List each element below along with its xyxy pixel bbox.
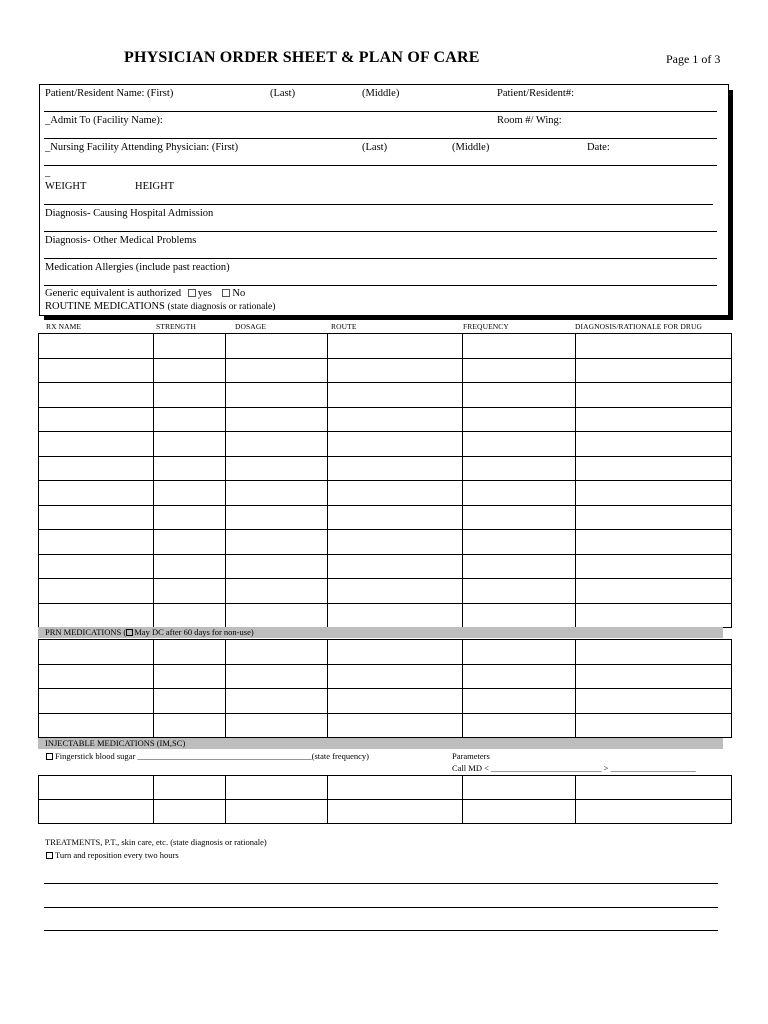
table-cell[interactable]	[154, 432, 226, 457]
table-row	[39, 505, 732, 530]
page-number: Page 1 of 3	[666, 52, 721, 66]
table-cell[interactable]	[39, 358, 154, 383]
table-cell[interactable]	[226, 407, 328, 432]
table-cell[interactable]	[463, 603, 576, 628]
prn-title-prefix: PRN MEDICATIONS (	[45, 627, 127, 637]
table-cell[interactable]	[328, 358, 463, 383]
table-row	[39, 776, 732, 800]
fingerstick-label: Fingerstick blood sugar	[55, 751, 136, 761]
table-cell[interactable]	[39, 334, 154, 359]
prn-heading	[45, 627, 254, 637]
table-cell[interactable]	[226, 383, 328, 408]
table-cell[interactable]	[154, 579, 226, 604]
table-cell[interactable]	[463, 432, 576, 457]
table-cell[interactable]	[463, 481, 576, 506]
generic-yes-checkbox[interactable]	[188, 289, 196, 297]
table-cell[interactable]	[226, 481, 328, 506]
table-cell[interactable]	[328, 407, 463, 432]
diagnosis-admission-label: Diagnosis- Causing Hospital Admission	[45, 208, 214, 219]
table-cell[interactable]	[39, 456, 154, 481]
table-cell[interactable]	[226, 530, 328, 555]
table-cell[interactable]	[154, 713, 226, 738]
table-cell[interactable]	[576, 664, 732, 689]
table-cell[interactable]	[463, 505, 576, 530]
table-row	[39, 689, 732, 714]
table-cell[interactable]	[226, 664, 328, 689]
table-cell[interactable]	[328, 800, 463, 824]
table-cell[interactable]	[576, 776, 732, 800]
table-cell[interactable]	[576, 640, 732, 665]
table-cell[interactable]	[328, 334, 463, 359]
table-cell[interactable]	[576, 603, 732, 628]
table-cell[interactable]	[39, 432, 154, 457]
allergies-line[interactable]	[44, 285, 717, 286]
room-wing-label: Room #/ Wing:	[497, 115, 562, 126]
state-frequency-label: (state frequency)	[311, 751, 369, 761]
generic-yes-label: yes	[197, 288, 212, 299]
diagnosis-admission-line[interactable]	[44, 231, 717, 232]
table-cell[interactable]	[463, 358, 576, 383]
diagnosis-other-line[interactable]	[44, 258, 717, 259]
turn-reposition-label: Turn and reposition every two hours	[55, 850, 179, 860]
table-cell[interactable]	[328, 505, 463, 530]
generic-no-checkbox[interactable]	[222, 289, 230, 297]
table-cell[interactable]	[154, 481, 226, 506]
patient-middle-name-label: (Middle)	[362, 88, 400, 99]
patient-last-name-label: (Last)	[270, 88, 296, 99]
table-cell[interactable]	[154, 407, 226, 432]
table-cell[interactable]	[226, 603, 328, 628]
table-cell[interactable]	[463, 383, 576, 408]
table-cell[interactable]	[576, 579, 732, 604]
table-cell[interactable]	[154, 689, 226, 714]
table-cell[interactable]	[328, 713, 463, 738]
table-cell[interactable]	[328, 383, 463, 408]
col-header-frequency: FREQUENCY	[463, 322, 509, 331]
treatments-title: TREATMENTS, P.T., skin care, etc. (state diagnosis or rationale)	[45, 837, 267, 847]
stray-underscore: _	[45, 167, 51, 178]
treatment-line-1[interactable]	[44, 883, 718, 884]
table-cell[interactable]	[463, 334, 576, 359]
table-cell[interactable]	[463, 579, 576, 604]
table-cell[interactable]	[328, 776, 463, 800]
table-cell[interactable]	[154, 640, 226, 665]
table-cell[interactable]	[576, 554, 732, 579]
weight-label: WEIGHT	[45, 181, 87, 192]
prn-dc-checkbox[interactable]	[126, 629, 133, 636]
height-label: HEIGHT	[135, 181, 175, 192]
table-row	[39, 530, 732, 555]
table-row	[39, 554, 732, 579]
table-cell[interactable]	[576, 689, 732, 714]
table-cell[interactable]	[154, 603, 226, 628]
table-row	[39, 713, 732, 738]
patient-first-name-label: Patient/Resident Name: (First)	[45, 88, 174, 99]
table-cell[interactable]	[154, 505, 226, 530]
routine-medications-heading	[45, 301, 275, 312]
table-cell[interactable]	[39, 530, 154, 555]
call-md-row	[452, 763, 696, 773]
table-cell[interactable]	[463, 640, 576, 665]
table-cell[interactable]	[463, 713, 576, 738]
table-cell[interactable]	[39, 603, 154, 628]
table-cell[interactable]	[226, 432, 328, 457]
turn-reposition-checkbox[interactable]	[46, 852, 53, 859]
table-cell[interactable]	[39, 689, 154, 714]
injectable-medications-table	[38, 775, 732, 824]
table-cell[interactable]	[226, 456, 328, 481]
table-cell[interactable]	[576, 383, 732, 408]
table-cell[interactable]	[463, 664, 576, 689]
prn-medications-table	[38, 639, 732, 738]
physician-line[interactable]	[44, 165, 717, 166]
table-cell[interactable]	[39, 713, 154, 738]
page-title: PHYSICIAN ORDER SHEET & PLAN OF CARE	[124, 49, 480, 66]
table-cell[interactable]	[154, 358, 226, 383]
fingerstick-row	[46, 751, 369, 761]
table-cell[interactable]	[328, 603, 463, 628]
table-cell[interactable]	[39, 407, 154, 432]
table-cell[interactable]	[463, 407, 576, 432]
admit-to-line[interactable]	[44, 138, 717, 139]
generic-equivalent-row	[45, 288, 245, 299]
table-cell[interactable]	[328, 664, 463, 689]
routine-medications-subtitle: (state diagnosis or rationale)	[167, 302, 276, 312]
table-cell[interactable]	[39, 481, 154, 506]
table-row	[39, 358, 732, 383]
routine-medications-title: ROUTINE MEDICATIONS	[45, 301, 165, 312]
turn-reposition-row	[46, 850, 179, 860]
table-cell[interactable]	[328, 456, 463, 481]
col-header-diagnosis: DIAGNOSIS/RATIONALE FOR DRUG	[575, 322, 702, 331]
date-label: Date:	[587, 142, 610, 153]
table-cell[interactable]	[154, 554, 226, 579]
table-cell[interactable]	[463, 554, 576, 579]
table-cell[interactable]	[576, 407, 732, 432]
table-cell[interactable]	[39, 383, 154, 408]
col-header-strength: STRENGTH	[156, 322, 196, 331]
table-cell[interactable]	[226, 554, 328, 579]
table-cell[interactable]	[39, 800, 154, 824]
call-md-low-blank[interactable]: __________________________	[491, 763, 602, 773]
table-cell[interactable]	[154, 383, 226, 408]
table-cell[interactable]	[576, 713, 732, 738]
table-cell[interactable]	[226, 800, 328, 824]
treatment-line-2[interactable]	[44, 907, 718, 908]
table-cell[interactable]	[226, 776, 328, 800]
weight-height-line[interactable]	[44, 204, 713, 205]
table-cell[interactable]	[576, 334, 732, 359]
table-cell[interactable]	[328, 579, 463, 604]
table-cell[interactable]	[39, 579, 154, 604]
table-cell[interactable]	[154, 664, 226, 689]
table-cell[interactable]	[328, 530, 463, 555]
table-row	[39, 456, 732, 481]
call-md-label: Call MD <	[452, 763, 489, 773]
table-row	[39, 800, 732, 824]
table-row	[39, 432, 732, 457]
table-cell[interactable]	[576, 800, 732, 824]
col-header-rx-name: RX NAME	[46, 322, 82, 331]
diagnosis-other-label: Diagnosis- Other Medical Problems	[45, 235, 197, 246]
table-row	[39, 407, 732, 432]
call-md-high-blank[interactable]: ____________________	[610, 763, 696, 773]
patient-name-line[interactable]	[44, 111, 717, 112]
allergies-label: Medication Allergies (include past reaction)	[45, 262, 230, 273]
call-md-gt: >	[603, 763, 609, 773]
table-row	[39, 603, 732, 628]
table-row	[39, 481, 732, 506]
table-cell[interactable]	[226, 713, 328, 738]
table-cell[interactable]	[463, 800, 576, 824]
table-cell[interactable]	[226, 689, 328, 714]
injectable-title: INJECTABLE MEDICATIONS (IM,SC)	[45, 738, 186, 748]
table-cell[interactable]	[463, 530, 576, 555]
table-row	[39, 383, 732, 408]
admit-to-label: _Admit To (Facility Name):	[45, 115, 163, 126]
physician-first-label: _Nursing Facility Attending Physician: (First)	[45, 142, 239, 153]
generic-no-label: No	[232, 288, 246, 299]
physician-last-label: (Last)	[362, 142, 388, 153]
fingerstick-blank[interactable]: _________________________________________	[137, 751, 312, 761]
table-cell[interactable]	[226, 358, 328, 383]
table-cell[interactable]	[154, 334, 226, 359]
table-cell[interactable]	[226, 505, 328, 530]
table-row	[39, 579, 732, 604]
table-cell[interactable]	[154, 800, 226, 824]
table-cell[interactable]	[463, 776, 576, 800]
prn-title-suffix: May DC after 60 days for non-use)	[134, 627, 254, 637]
table-cell[interactable]	[39, 640, 154, 665]
table-cell[interactable]	[226, 334, 328, 359]
table-cell[interactable]	[39, 776, 154, 800]
parameters-label: Parameters	[452, 751, 490, 761]
table-cell[interactable]	[463, 456, 576, 481]
treatment-line-3[interactable]	[44, 930, 718, 931]
col-header-dosage: DOSAGE	[235, 322, 267, 331]
table-row	[39, 640, 732, 665]
table-row	[39, 334, 732, 359]
table-cell[interactable]	[328, 554, 463, 579]
table-cell[interactable]	[154, 776, 226, 800]
table-cell[interactable]	[328, 689, 463, 714]
table-cell[interactable]	[39, 554, 154, 579]
table-cell[interactable]	[226, 640, 328, 665]
table-cell[interactable]	[576, 456, 732, 481]
generic-equivalent-label: Generic equivalent is authorized	[45, 288, 182, 299]
table-cell[interactable]	[226, 579, 328, 604]
table-cell[interactable]	[39, 664, 154, 689]
fingerstick-checkbox[interactable]	[46, 753, 53, 760]
table-cell[interactable]	[576, 358, 732, 383]
table-cell[interactable]	[328, 640, 463, 665]
table-cell[interactable]	[576, 432, 732, 457]
table-cell[interactable]	[328, 432, 463, 457]
table-cell[interactable]	[328, 481, 463, 506]
col-header-route: ROUTE	[331, 322, 357, 331]
resident-number-label: Patient/Resident#:	[497, 88, 574, 99]
table-cell[interactable]	[39, 505, 154, 530]
table-cell[interactable]	[154, 530, 226, 555]
table-cell[interactable]	[576, 505, 732, 530]
physician-middle-label: (Middle)	[452, 142, 490, 153]
routine-medications-table	[38, 333, 732, 628]
table-cell[interactable]	[463, 689, 576, 714]
table-cell[interactable]	[576, 481, 732, 506]
table-cell[interactable]	[154, 456, 226, 481]
table-row	[39, 664, 732, 689]
table-cell[interactable]	[576, 530, 732, 555]
